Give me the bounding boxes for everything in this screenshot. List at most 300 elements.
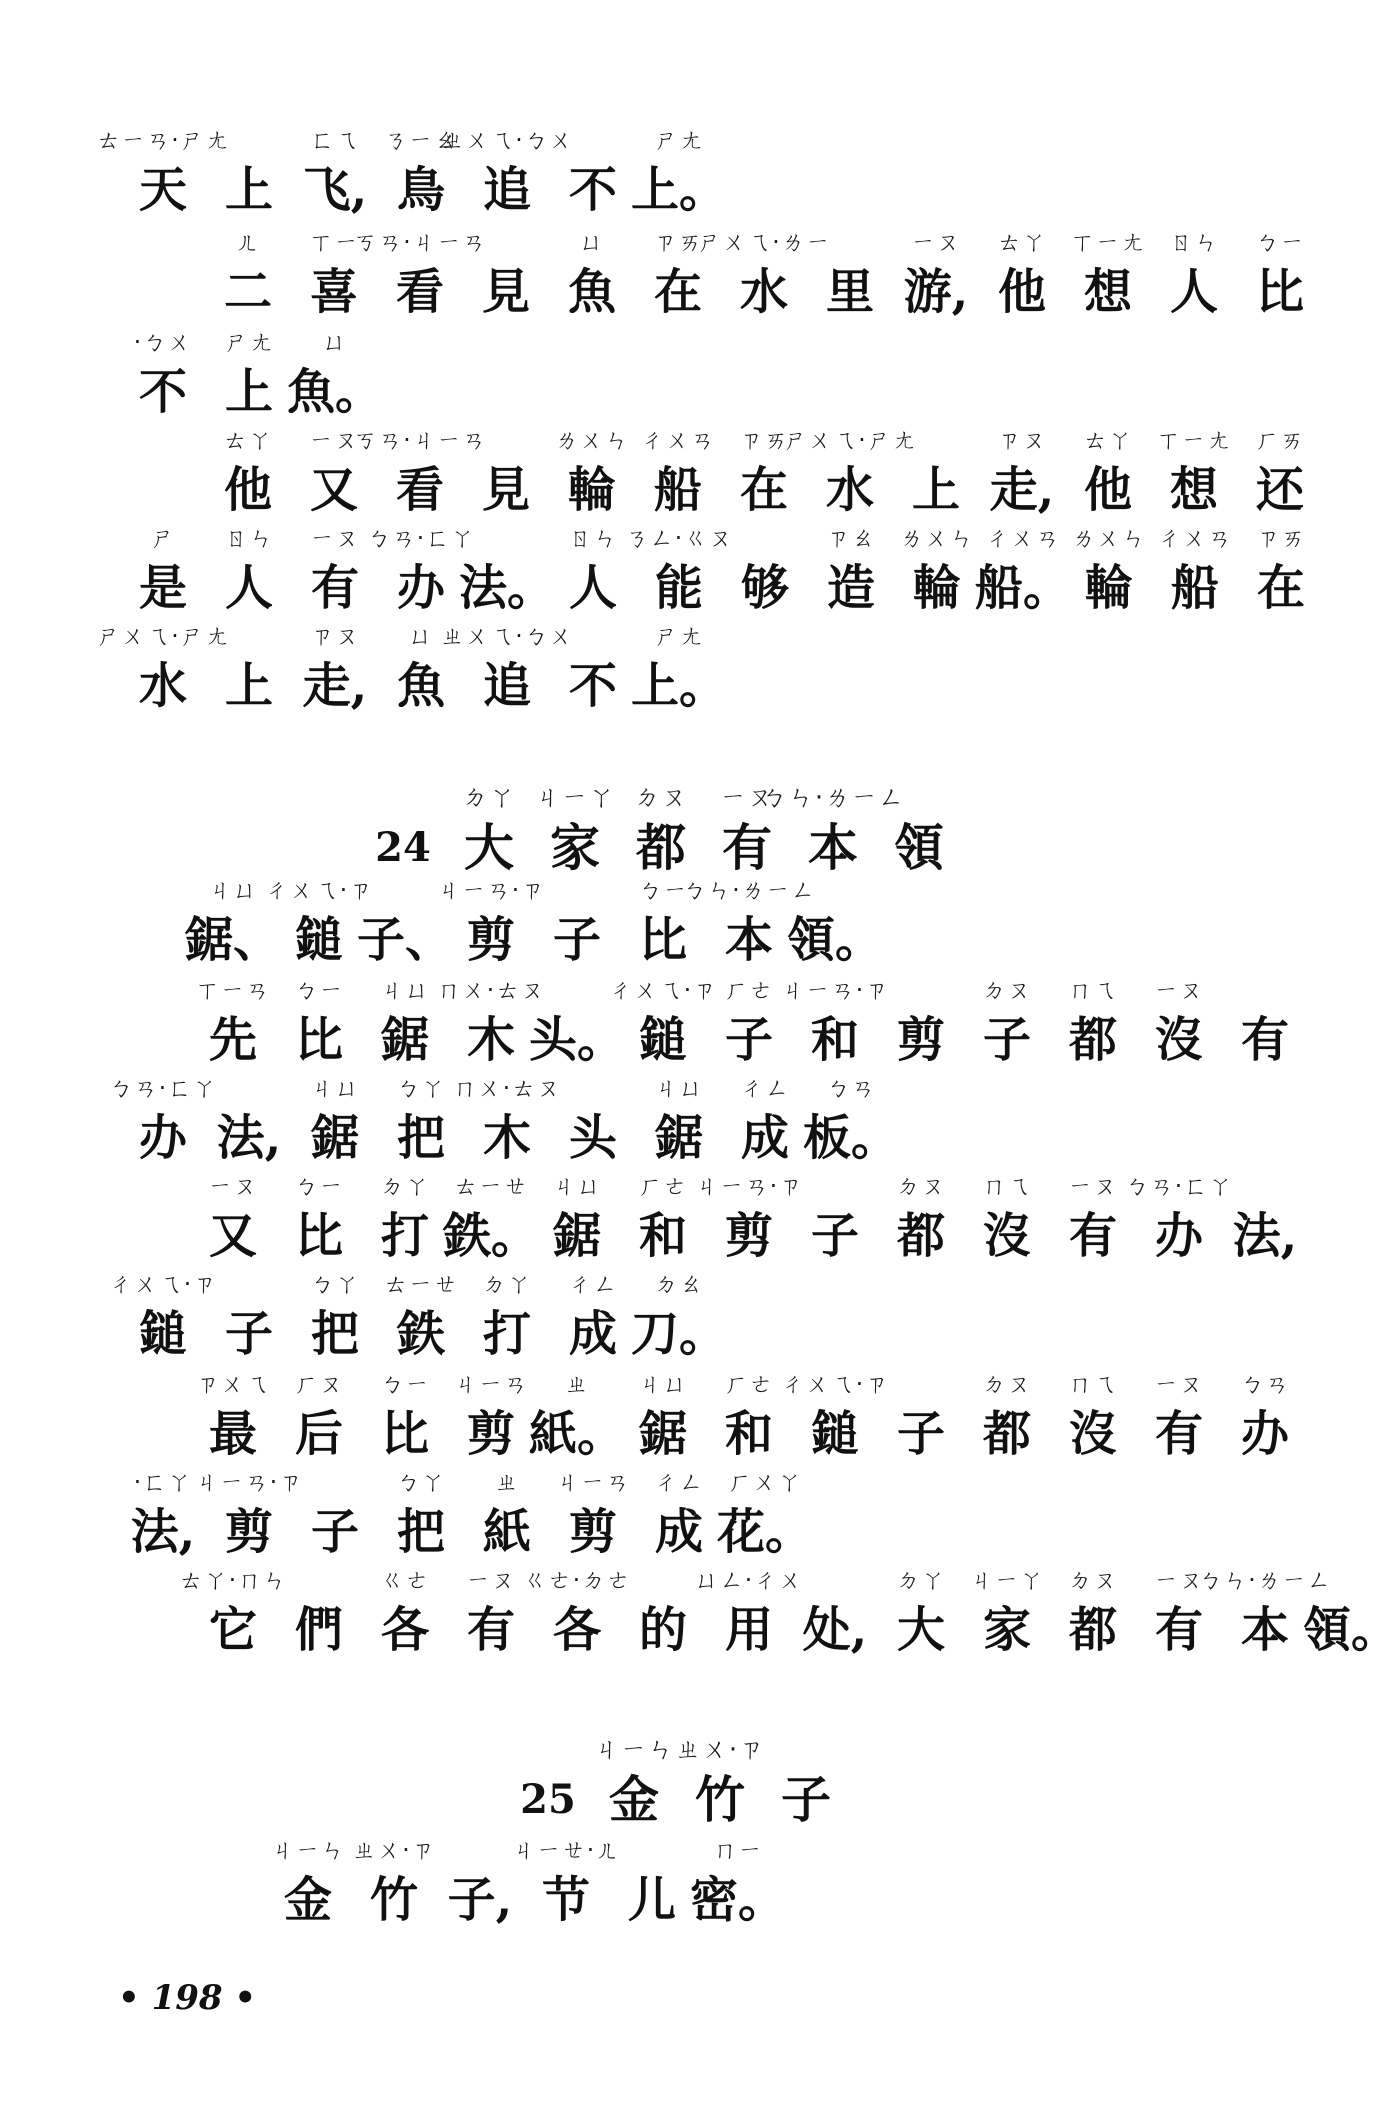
text-line — [190, 970, 1308, 1070]
char-cell — [550, 616, 636, 716]
hanzi-character: 剪 — [224, 1504, 273, 1560]
hanzi-character: 有 — [1240, 1012, 1289, 1068]
zhuyin-annotation: ㄩ — [322, 328, 348, 356]
zhuyin-annotation: ㄗㄡ — [997, 426, 1047, 454]
hanzi-character: 比 — [294, 1012, 343, 1068]
hanzi-character: 金 — [283, 1872, 332, 1928]
hanzi-character: 有 — [1154, 1602, 1203, 1658]
char-cell — [190, 1364, 276, 1464]
hanzi-character: 法, — [216, 1110, 282, 1166]
hanzi-character: 都 — [1068, 1012, 1117, 1068]
char-cell — [206, 1264, 292, 1364]
zhuyin-annotation: ㄉㄡ — [896, 1172, 946, 1200]
char-cell — [353, 222, 487, 322]
hanzi-character: 比 — [294, 1208, 343, 1264]
zhuyin-annotation: ㄅㄢ — [826, 1074, 876, 1102]
zhuyin-annotation: ㄏㄨㄚ — [727, 1468, 803, 1496]
hanzi-character: 上。 — [631, 162, 728, 218]
zhuyin-annotation: ㄅㄢ·ㄈㄚ — [108, 1074, 218, 1102]
zhuyin-annotation: ㄔㄨㄟ·ㄗ — [264, 876, 374, 904]
hanzi-character: 是 — [138, 560, 187, 616]
char-cell — [1222, 1364, 1308, 1464]
text-line — [120, 322, 384, 422]
hanzi-character: 領。 — [1303, 1602, 1399, 1658]
char-cell — [276, 1364, 362, 1464]
zhuyin-annotation: ㄊㄚ — [997, 228, 1047, 256]
char-cell — [780, 1364, 890, 1464]
char-cell — [878, 1166, 964, 1266]
zhuyin-annotation: ㄅㄢ — [1240, 1370, 1290, 1398]
text-line — [185, 870, 884, 970]
text-line — [108, 1068, 900, 1168]
char-cell — [624, 518, 734, 618]
hanzi-character: 喜 — [309, 264, 358, 320]
text-line — [120, 1462, 814, 1562]
char-cell — [362, 1166, 448, 1266]
text-line — [96, 120, 728, 220]
char-cell — [1136, 1364, 1222, 1464]
char-cell — [443, 1166, 540, 1266]
char-cell — [436, 870, 546, 970]
char-cell — [620, 1560, 706, 1660]
char-cell — [1066, 518, 1152, 618]
zhuyin-annotation: ㄐㄧㄢ·ㄗ — [694, 1172, 804, 1200]
hanzi-character: 有 — [466, 1602, 515, 1658]
hanzi-character: 的 — [638, 1602, 687, 1658]
char-cell — [190, 970, 276, 1070]
zhuyin-annotation: ㄐㄧㄢ·ㄗ — [194, 1468, 304, 1496]
char-cell — [362, 1364, 448, 1464]
hanzi-character: 先 — [208, 1012, 257, 1068]
hanzi-character: 走, — [989, 462, 1055, 518]
hanzi-character: 它 — [208, 1602, 257, 1658]
char-cell — [120, 1462, 206, 1562]
zhuyin-annotation: ㄏㄡ — [294, 1370, 344, 1398]
char-cell — [1065, 420, 1151, 520]
zhuyin-annotation: ㄎㄢ·ㄐㄧㄢ — [353, 426, 487, 454]
hanzi-character: 节 — [541, 1872, 590, 1928]
hanzi-character: 比 — [638, 912, 687, 968]
hanzi-character: 子 — [781, 1770, 831, 1829]
hanzi-character: 想 — [1169, 462, 1218, 518]
hanzi-character: 家 — [550, 818, 600, 877]
char-cell — [185, 870, 282, 970]
hanzi-character: 鉄 — [396, 1306, 445, 1362]
hanzi-character: 領。 — [787, 912, 884, 968]
hanzi-character: 法, — [130, 1504, 196, 1560]
hanzi-character: 法。 — [459, 560, 556, 616]
zhuyin-annotation: ㄒㄧㄤ — [1156, 426, 1232, 454]
hanzi-character: 在 — [653, 264, 702, 320]
char-cell — [464, 1462, 550, 1562]
char-cell — [353, 420, 487, 520]
hanzi-character: 見 — [481, 264, 530, 320]
char-cell — [783, 420, 917, 520]
hanzi-character: 他 — [997, 264, 1046, 320]
char-cell — [808, 518, 894, 618]
zhuyin-annotation: ㄒㄧㄢ — [195, 976, 271, 1004]
char-cell — [631, 120, 728, 220]
hanzi-character: 他 — [223, 462, 272, 518]
char-cell — [1050, 1166, 1136, 1266]
char-cell — [1222, 970, 1308, 1070]
zhuyin-annotation: ·ㄈㄚ — [133, 1468, 193, 1496]
char-cell — [378, 1264, 464, 1364]
zhuyin-annotation: ㄍㄜ·ㄉㄜ — [522, 1566, 632, 1594]
zhuyin-annotation: ㄐㄧㄝ·ㄦ — [511, 1836, 621, 1864]
hanzi-character: 都 — [636, 818, 686, 877]
zhuyin-annotation: ㄎㄢ·ㄐㄧㄢ — [353, 228, 487, 256]
char-cell — [378, 1068, 464, 1168]
text-line — [265, 1830, 787, 1930]
hanzi-character: 天 — [138, 162, 187, 218]
zhuyin-annotation: ㄊㄚ — [223, 426, 273, 454]
char-cell — [964, 1166, 1050, 1266]
char-cell — [446, 778, 532, 878]
char-cell — [463, 420, 549, 520]
zhuyin-annotation: ㄅㄣ·ㄌㄧㄥ — [1198, 1566, 1332, 1594]
zhuyin-annotation: ㄔㄥ — [740, 1074, 790, 1102]
hanzi-character: 比 — [380, 1406, 429, 1462]
zhuyin-annotation: ㄈㄟ — [310, 126, 360, 154]
char-cell — [1124, 1166, 1234, 1266]
zhuyin-annotation: ㄩ — [579, 228, 605, 256]
zhuyin-annotation: ㄓㄨ·ㄗ — [352, 1836, 436, 1864]
hanzi-character: 木 — [466, 1012, 515, 1068]
hanzi-character: 鋸 — [310, 1110, 359, 1166]
zhuyin-annotation: ㄧㄡ — [911, 228, 961, 256]
text-line — [205, 222, 1323, 322]
hanzi-character: 处, — [802, 1602, 868, 1658]
hanzi-character: 子 — [310, 1504, 359, 1560]
char-cell — [292, 1068, 378, 1168]
zhuyin-annotation: ㄌㄨㄣ — [1071, 524, 1147, 552]
char-cell — [787, 870, 884, 970]
char-cell — [440, 616, 574, 716]
hanzi-character: 都 — [982, 1406, 1031, 1462]
hanzi-character: 沒 — [982, 1208, 1031, 1264]
hanzi-character: 魚 — [396, 658, 445, 714]
hanzi-character: 办 — [396, 560, 445, 616]
char-cell — [448, 1364, 534, 1464]
zhuyin-annotation: ㄐㄧㄚ — [969, 1566, 1045, 1594]
text-line — [96, 616, 728, 716]
zhuyin-annotation: ㄐㄧㄣ — [593, 1735, 675, 1765]
char-cell — [440, 120, 574, 220]
zhuyin-annotation: ㄏㄞ — [1255, 426, 1305, 454]
hanzi-character: 追 — [482, 162, 531, 218]
hanzi-character: 見 — [481, 462, 530, 518]
zhuyin-annotation: ㄕㄨㄟ·ㄕㄤ — [783, 426, 917, 454]
zhuyin-annotation: ㄉㄚ — [482, 1270, 532, 1298]
zhuyin-annotation: ㄐㄧㄢ — [555, 1468, 631, 1496]
zhuyin-annotation: ㄓㄨ·ㄗ — [674, 1735, 766, 1765]
hanzi-character: 成 — [740, 1110, 789, 1166]
char-cell — [120, 322, 206, 422]
zhuyin-annotation: ㄩ — [408, 622, 434, 650]
hanzi-character: 上 — [224, 364, 273, 420]
text-line — [190, 1166, 1308, 1266]
hanzi-character: 办 — [1240, 1406, 1289, 1462]
char-cell — [378, 1462, 464, 1562]
char-cell — [292, 616, 378, 716]
hanzi-character: 人 — [224, 560, 273, 616]
zhuyin-annotation: ㄉㄚ — [380, 1172, 430, 1200]
hanzi-character: 有 — [722, 818, 772, 877]
char-cell — [878, 1560, 964, 1660]
hanzi-character: 本 — [724, 912, 773, 968]
hanzi-character: 在 — [739, 462, 788, 518]
hanzi-character: 够 — [740, 560, 789, 616]
zhuyin-annotation: ㄉㄚ — [896, 1566, 946, 1594]
hanzi-character: 剪 — [568, 1504, 617, 1560]
hanzi-character: 鎚 — [810, 1406, 859, 1462]
zhuyin-annotation: ㄅㄧ — [1255, 228, 1305, 256]
lesson-title-25 — [505, 1730, 849, 1830]
hanzi-character: 剪 — [896, 1012, 945, 1068]
zhuyin-annotation: ㄔㄥ — [654, 1468, 704, 1496]
zhuyin-annotation: ㄉㄠ — [654, 1270, 704, 1298]
char-cell — [194, 1462, 304, 1562]
zhuyin-annotation: ㄍㄜ — [380, 1566, 430, 1594]
zhuyin-annotation: ㄗㄞ — [739, 426, 789, 454]
zhuyin-annotation: ㄧㄡ — [1154, 976, 1204, 1004]
zhuyin-annotation: ㄗㄨㄟ — [195, 1370, 271, 1398]
zhuyin-annotation: ㄅㄚ — [396, 1468, 446, 1496]
hanzi-character: 們 — [294, 1602, 343, 1658]
zhuyin-annotation: ㄩㄥ·ㄔㄨ — [694, 1566, 804, 1594]
char-cell — [631, 616, 728, 716]
char-cell — [722, 518, 808, 618]
char-cell — [276, 970, 362, 1070]
zhuyin-annotation: ㄏㄜ — [724, 976, 774, 1004]
char-cell — [1152, 518, 1238, 618]
char-cell — [636, 1068, 722, 1168]
zhuyin-annotation: ㄒㄧㄤ — [1070, 228, 1146, 256]
zhuyin-annotation: ㄔㄨㄟ·ㄗ — [608, 976, 718, 1004]
zhuyin-annotation: ㄔㄨㄢ — [985, 524, 1061, 552]
hanzi-character: 本 — [808, 818, 858, 877]
char-cell — [591, 1730, 677, 1830]
zhuyin-annotation: ㄊㄚ — [1083, 426, 1133, 454]
hanzi-character: 里 — [825, 264, 874, 320]
zhuyin-annotation: ㄕㄨㄟ·ㄌㄧ — [697, 228, 831, 256]
char-cell — [706, 1364, 792, 1464]
zhuyin-annotation: ㄧㄡ — [310, 524, 360, 552]
char-cell — [534, 870, 620, 970]
zhuyin-annotation: ㄊㄧㄝ — [453, 1172, 529, 1200]
zhuyin-annotation: ㄅㄢ·ㄈㄚ — [1124, 1172, 1234, 1200]
hanzi-character: 竹 — [695, 1770, 745, 1829]
char-cell — [1303, 1560, 1399, 1660]
char-cell — [532, 778, 618, 878]
hanzi-character: 鎚 — [138, 1306, 187, 1362]
char-cell — [1222, 1166, 1308, 1266]
char-cell — [608, 970, 718, 1070]
hanzi-character: 各 — [552, 1602, 601, 1658]
hanzi-character: 鋸 — [380, 1012, 429, 1068]
zhuyin-annotation: ㄉㄡ — [1068, 1566, 1118, 1594]
zhuyin-annotation: ㄧㄡ — [1154, 1566, 1204, 1594]
text-line — [205, 420, 1323, 520]
char-cell — [803, 1068, 900, 1168]
zhuyin-annotation: ㄗㄠ — [826, 524, 876, 552]
zhuyin-annotation: ㄔㄨㄟ·ㄗ — [780, 1370, 890, 1398]
hanzi-character: 办 — [138, 1110, 187, 1166]
char-cell — [674, 1730, 766, 1830]
hanzi-character: 刀。 — [631, 1306, 728, 1362]
char-cell — [276, 1166, 362, 1266]
char-cell — [979, 420, 1065, 520]
hanzi-character: 子 — [982, 1012, 1031, 1068]
hanzi-character: 水 — [739, 264, 788, 320]
hanzi-character: 鋸 — [552, 1208, 601, 1264]
char-cell — [366, 518, 476, 618]
hanzi-character: 把 — [396, 1110, 445, 1166]
hanzi-character: 子 — [896, 1406, 945, 1462]
char-cell — [205, 420, 291, 520]
lesson-title-24 — [360, 778, 962, 878]
hanzi-character: 追 — [482, 658, 531, 714]
zhuyin-annotation: ㄔㄨㄢ — [1157, 524, 1233, 552]
zhuyin-annotation: ㄖㄣ — [224, 524, 274, 552]
lesson-number: 25 — [520, 1776, 576, 1823]
char-cell — [1237, 222, 1323, 322]
zhuyin-annotation: ㄌㄨㄣ — [899, 524, 975, 552]
zhuyin-annotation: ㄧㄡ — [719, 783, 774, 813]
char-cell — [964, 1560, 1050, 1660]
zhuyin-annotation: ㄋㄧㄠ — [383, 126, 459, 154]
zhuyin-annotation: ㄇㄨ·ㄊㄡ — [436, 976, 546, 1004]
char-cell — [780, 970, 890, 1070]
char-cell — [463, 222, 549, 322]
hanzi-character: 木 — [482, 1110, 531, 1166]
char-cell — [511, 1830, 621, 1930]
char-cell — [550, 1264, 636, 1364]
char-cell — [264, 870, 374, 970]
char-cell — [878, 970, 964, 1070]
zhuyin-annotation: ㄕㄤ — [654, 126, 704, 154]
hanzi-character: 大 — [464, 818, 514, 877]
hanzi-character: 不 — [568, 162, 617, 218]
zhuyin-annotation: ㄐㄧㄢ·ㄗ — [436, 876, 546, 904]
hanzi-character: 不 — [138, 364, 187, 420]
hanzi-character: 船 — [653, 462, 702, 518]
hanzi-character: 鉄。 — [443, 1208, 540, 1264]
zhuyin-annotation: ㄧㄡ — [208, 1172, 258, 1200]
zhuyin-annotation: ㄖㄣ — [1169, 228, 1219, 256]
zhuyin-annotation: ㄊㄚ·ㄇㄣ — [178, 1566, 288, 1594]
hanzi-character: 都 — [1068, 1602, 1117, 1658]
zhuyin-annotation: ㄔㄨㄟ·ㄗ — [108, 1270, 218, 1298]
zhuyin-annotation: ㄐㄩ — [654, 1074, 704, 1102]
zhuyin-annotation: ㄇㄧ — [713, 1836, 763, 1864]
char-cell — [694, 1166, 804, 1266]
char-cell — [287, 322, 384, 422]
hanzi-character: 上。 — [631, 658, 728, 714]
char-cell — [620, 1166, 706, 1266]
text-line — [108, 1264, 728, 1364]
zhuyin-annotation: ㄉㄚ — [461, 783, 516, 813]
zhuyin-annotation: ㄐㄩ — [380, 976, 430, 1004]
char-cell — [878, 1364, 964, 1464]
hanzi-character: 和 — [638, 1208, 687, 1264]
char-cell — [357, 870, 454, 970]
zhuyin-annotation: ㄕㄤ — [224, 328, 274, 356]
char-cell — [550, 1068, 636, 1168]
char-cell — [717, 1462, 814, 1562]
char-cell — [276, 1560, 362, 1660]
zhuyin-annotation: ㄅㄚ — [396, 1074, 446, 1102]
text-line — [120, 518, 1324, 618]
char-cell — [636, 1462, 722, 1562]
hanzi-character: 鎚 — [638, 1012, 687, 1068]
char-cell — [792, 1560, 878, 1660]
zhuyin-annotation: ㄋㄥ·ㄍㄡ — [624, 524, 734, 552]
hanzi-character: 家 — [982, 1602, 1031, 1658]
char-cell — [964, 1364, 1050, 1464]
hanzi-character: 成 — [654, 1504, 703, 1560]
zhuyin-annotation: ㄖㄣ — [568, 524, 618, 552]
hanzi-character: 輪 — [1084, 560, 1133, 616]
zhuyin-annotation: ㄅㄣ·ㄌㄧㄥ — [682, 876, 816, 904]
char-cell — [437, 1830, 523, 1930]
zhuyin-annotation: ·ㄅㄨ — [133, 328, 193, 356]
zhuyin-annotation: ㄌㄨㄣ — [554, 426, 630, 454]
hanzi-character: 最 — [208, 1406, 257, 1462]
hanzi-character: 鎚 — [294, 912, 343, 968]
zhuyin-annotation: ㄧㄡ — [1154, 1370, 1204, 1398]
zhuyin-annotation: ㄐㄧㄢ·ㄗ — [780, 976, 890, 1004]
char-cell — [1136, 970, 1222, 1070]
zhuyin-annotation: ㄊㄧㄝ — [383, 1270, 459, 1298]
char-cell — [975, 518, 1072, 618]
hanzi-character: 領 — [894, 818, 944, 877]
char-cell — [529, 970, 626, 1070]
char-cell — [1198, 1560, 1332, 1660]
char-cell — [1237, 420, 1323, 520]
hanzi-character: 剪 — [466, 1406, 515, 1462]
char-cell — [459, 518, 556, 618]
hanzi-character: 在 — [1256, 560, 1305, 616]
hanzi-character: 金 — [609, 1770, 659, 1829]
char-cell — [620, 1364, 706, 1464]
hanzi-character: 大 — [896, 1602, 945, 1658]
zhuyin-annotation: ㄉㄡ — [982, 976, 1032, 1004]
char-cell — [190, 1166, 276, 1266]
zhuyin-annotation: ㄅㄧ — [638, 876, 688, 904]
page-number: • 198 • — [118, 1978, 257, 2018]
hanzi-character: 本 — [1240, 1602, 1289, 1658]
hanzi-character: 上 — [911, 462, 960, 518]
char-cell — [550, 518, 636, 618]
hanzi-character: 船。 — [975, 560, 1072, 616]
hanzi-character: 子 — [552, 912, 601, 968]
zhuyin-annotation: ㄐㄧㄣ — [270, 1836, 346, 1864]
hanzi-character: 儿 — [627, 1872, 676, 1928]
hanzi-character: 想 — [1083, 264, 1132, 320]
zhuyin-annotation: ㄅㄧ — [380, 1370, 430, 1398]
char-cell — [763, 1730, 849, 1830]
char-cell — [549, 420, 635, 520]
hanzi-character: 走, — [302, 658, 368, 714]
hanzi-character: 看 — [395, 264, 444, 320]
zhuyin-annotation: ㄉㄡ — [982, 1370, 1032, 1398]
zhuyin-annotation: ㄓㄨㄟ·ㄅㄨ — [440, 622, 574, 650]
hanzi-character: 和 — [724, 1406, 773, 1462]
char-cell — [206, 518, 292, 618]
hanzi-character: 把 — [310, 1306, 359, 1362]
